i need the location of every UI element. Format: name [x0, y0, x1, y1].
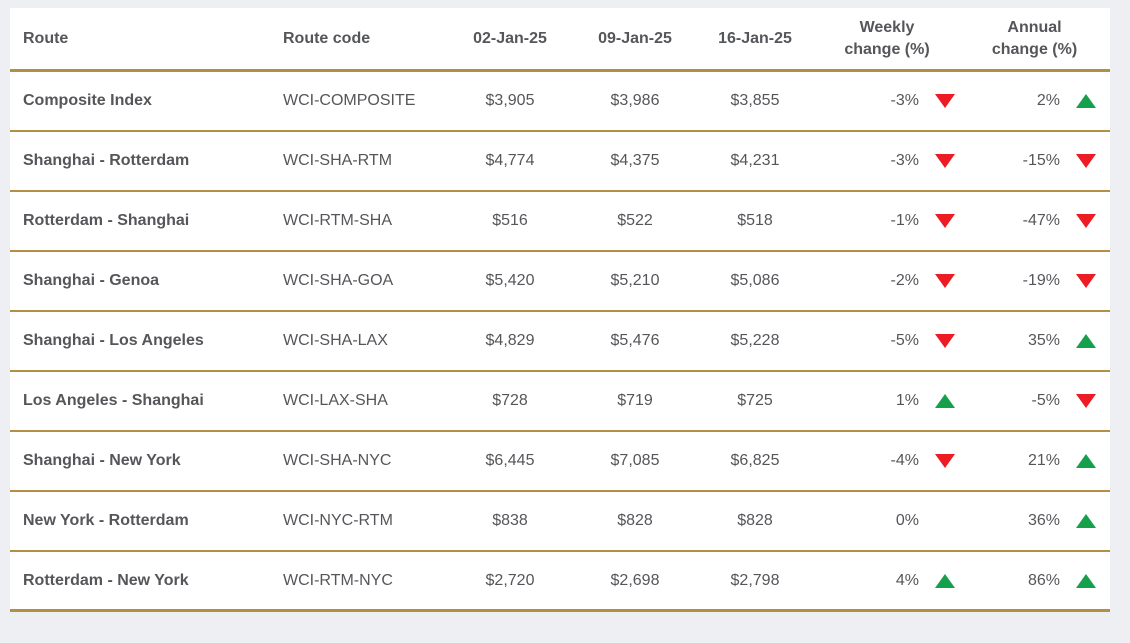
column-header-date-3: 16-Jan-25	[718, 29, 792, 47]
route-name-cell: Shanghai - Rotterdam	[23, 152, 190, 169]
triangle-up-icon	[1076, 334, 1096, 348]
rate-02-jan-cell: $516	[492, 212, 528, 229]
rate-09-jan-cell: $5,210	[610, 272, 660, 289]
rate-02-jan-cell: $4,774	[485, 152, 535, 169]
table-header-row	[10, 8, 1110, 72]
triangle-up-icon	[1076, 514, 1096, 528]
route-code-cell: WCI-LAX-SHA	[283, 392, 388, 409]
annual-change-cell	[965, 212, 1110, 230]
route-name-cell: New York - Rotterdam	[23, 512, 189, 529]
weekly-change-cell	[815, 92, 965, 110]
route-name-cell: Los Angeles - Shanghai	[23, 392, 204, 409]
weekly-change-value: -3%	[890, 92, 919, 109]
route-code-cell: WCI-RTM-SHA	[283, 212, 393, 229]
rate-16-jan-cell: $2,798	[730, 571, 780, 589]
weekly-arrow-slot	[933, 214, 957, 228]
table-row	[10, 372, 1110, 432]
rate-16-jan-cell: $725	[737, 392, 773, 409]
triangle-up-icon	[1076, 454, 1096, 468]
annual-arrow-slot	[1074, 394, 1098, 408]
weekly-change-cell	[815, 512, 965, 530]
table-row	[10, 312, 1110, 372]
weekly-change-value: -2%	[890, 272, 919, 289]
route-name-cell: Rotterdam - Shanghai	[23, 212, 190, 229]
annual-change-cell	[965, 332, 1110, 350]
weekly-arrow-slot	[933, 394, 957, 408]
freight-rates-table	[10, 8, 1110, 612]
weekly-change-value: -5%	[890, 332, 919, 349]
table-body	[10, 72, 1110, 612]
rate-16-jan-cell: $5,086	[730, 272, 780, 289]
annual-arrow-slot	[1074, 334, 1098, 348]
triangle-up-icon	[1076, 94, 1096, 108]
rate-02-jan-cell: $4,829	[485, 332, 535, 349]
rate-16-jan-cell: $5,228	[730, 332, 780, 349]
annual-arrow-slot	[1074, 454, 1098, 468]
annual-arrow-slot	[1074, 574, 1098, 588]
weekly-change-cell	[815, 392, 965, 410]
route-code-cell: WCI-SHA-GOA	[283, 272, 394, 289]
annual-change-cell	[965, 152, 1110, 170]
column-header-annual-change	[965, 17, 1110, 60]
weekly-arrow-slot	[933, 274, 957, 288]
annual-arrow-slot	[1074, 514, 1098, 528]
weekly-arrow-slot	[933, 94, 957, 108]
route-code-cell: WCI-SHA-NYC	[283, 452, 392, 469]
triangle-down-icon	[1076, 274, 1096, 288]
weekly-arrow-slot	[933, 454, 957, 468]
rate-16-jan-cell: $828	[737, 512, 773, 529]
route-name-cell: Shanghai - New York	[23, 452, 181, 469]
rate-02-jan-cell: $3,905	[485, 92, 535, 109]
triangle-up-icon	[935, 394, 955, 408]
annual-change-value: -5%	[1031, 392, 1060, 409]
annual-change-value: 2%	[1036, 92, 1060, 109]
column-header-route: Route	[23, 29, 69, 47]
triangle-down-icon	[935, 334, 955, 348]
weekly-change-line2: change (%)	[844, 40, 930, 58]
weekly-change-value: -4%	[890, 452, 919, 469]
table-row	[10, 432, 1110, 492]
annual-arrow-slot	[1074, 94, 1098, 108]
route-code-cell: WCI-NYC-RTM	[283, 512, 393, 529]
annual-change-cell	[965, 272, 1110, 290]
weekly-change-value: 1%	[895, 392, 919, 409]
rate-09-jan-cell: $828	[617, 512, 653, 529]
annual-arrow-slot	[1074, 274, 1098, 288]
rate-16-jan-cell: $6,825	[730, 452, 780, 469]
rate-02-jan-cell: $728	[492, 392, 528, 409]
table-row	[10, 72, 1110, 132]
column-header-date-2: 09-Jan-25	[598, 29, 672, 47]
triangle-down-icon	[935, 154, 955, 168]
annual-change-cell	[965, 512, 1110, 530]
table-row	[10, 132, 1110, 192]
annual-change-cell	[965, 92, 1110, 110]
annual-arrow-slot	[1074, 154, 1098, 168]
weekly-change-cell	[815, 572, 965, 590]
rate-09-jan-cell: $4,375	[610, 152, 660, 169]
annual-change-value: 21%	[1027, 452, 1060, 469]
route-code-cell: WCI-COMPOSITE	[283, 92, 416, 109]
rate-16-jan-cell: $518	[737, 212, 773, 229]
route-code-cell: WCI-RTM-NYC	[283, 571, 393, 589]
triangle-down-icon	[935, 94, 955, 108]
annual-change-value: 36%	[1027, 512, 1060, 529]
rate-16-jan-cell: $3,855	[730, 92, 780, 109]
route-name-cell: Shanghai - Los Angeles	[23, 332, 204, 349]
annual-change-line2: change (%)	[991, 40, 1078, 58]
annual-change-value: 35%	[1027, 332, 1060, 349]
rate-09-jan-cell: $3,986	[610, 92, 660, 109]
triangle-down-icon	[935, 454, 955, 468]
weekly-arrow-slot	[933, 154, 957, 168]
annual-change-cell	[965, 452, 1110, 470]
weekly-arrow-slot	[933, 334, 957, 348]
annual-change-cell	[965, 572, 1110, 590]
rate-09-jan-cell: $2,698	[610, 571, 660, 589]
rate-02-jan-cell: $5,420	[485, 272, 535, 289]
rate-09-jan-cell: $719	[617, 392, 653, 409]
triangle-down-icon	[1076, 214, 1096, 228]
weekly-arrow-slot	[933, 574, 957, 588]
rate-02-jan-cell: $6,445	[485, 452, 535, 469]
route-name-cell: Shanghai - Genoa	[23, 272, 160, 289]
rate-09-jan-cell: $522	[617, 212, 653, 229]
route-code-cell: WCI-SHA-LAX	[283, 332, 388, 349]
rate-02-jan-cell: $2,720	[485, 571, 535, 589]
triangle-up-icon	[935, 574, 955, 588]
rate-09-jan-cell: $5,476	[610, 332, 660, 349]
table-row	[10, 492, 1110, 552]
triangle-up-icon	[1076, 574, 1096, 588]
annual-change-line1: Annual	[1007, 18, 1062, 36]
triangle-down-icon	[1076, 394, 1096, 408]
rate-16-jan-cell: $4,231	[730, 152, 780, 169]
column-header-date-1: 02-Jan-25	[473, 29, 547, 47]
annual-change-cell	[965, 392, 1110, 410]
route-name-cell: Rotterdam - New York	[23, 571, 189, 589]
route-code-cell: WCI-SHA-RTM	[283, 152, 393, 169]
annual-arrow-slot	[1074, 214, 1098, 228]
weekly-change-cell	[815, 212, 965, 230]
rate-09-jan-cell: $7,085	[610, 452, 660, 469]
weekly-change-value: -1%	[890, 212, 919, 229]
column-header-route-code: Route code	[283, 29, 371, 47]
annual-change-value: -19%	[1022, 272, 1060, 289]
weekly-change-cell	[815, 452, 965, 470]
weekly-change-value: 0%	[895, 512, 919, 529]
triangle-down-icon	[1076, 154, 1096, 168]
annual-change-value: -47%	[1022, 212, 1060, 229]
weekly-change-cell	[815, 152, 965, 170]
weekly-change-cell	[815, 332, 965, 350]
triangle-down-icon	[935, 214, 955, 228]
weekly-change-cell	[815, 272, 965, 290]
route-name-cell: Composite Index	[23, 92, 152, 109]
weekly-change-value: -3%	[890, 152, 919, 169]
annual-change-value: 86%	[1027, 571, 1060, 589]
weekly-change-line1: Weekly	[859, 18, 915, 36]
rate-02-jan-cell: $838	[492, 512, 528, 529]
table-row	[10, 192, 1110, 252]
table-row	[10, 252, 1110, 312]
triangle-down-icon	[935, 274, 955, 288]
annual-change-value: -15%	[1022, 152, 1060, 169]
table-row	[10, 552, 1110, 612]
weekly-change-value: 4%	[895, 571, 919, 589]
column-header-weekly-change	[815, 17, 965, 60]
